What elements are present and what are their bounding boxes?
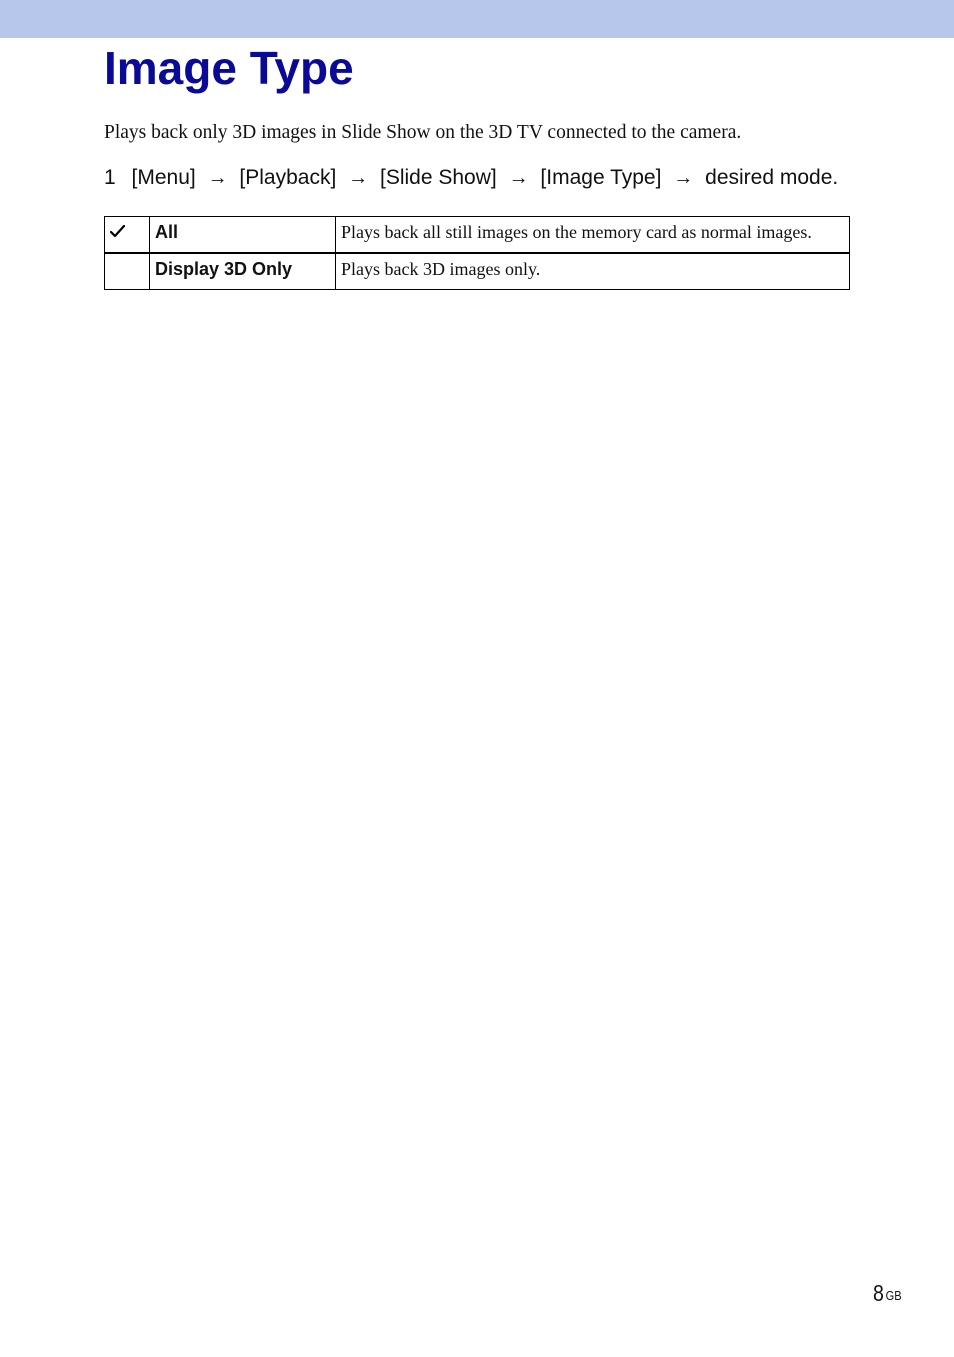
step-part-image-type: [Image Type] xyxy=(540,166,662,189)
mode-table xyxy=(104,216,850,290)
mode-name-cell xyxy=(150,253,336,290)
mode-name: Display 3D Only xyxy=(155,259,293,279)
default-indicator-cell xyxy=(105,217,150,254)
intro-text: Plays back only 3D images in Slide Show on the 3D TV connected to the camera. xyxy=(104,122,742,143)
arrow-right-icon: → xyxy=(207,167,228,189)
mode-description: Plays back all still images on the memory card as normal images. xyxy=(341,222,812,242)
table-row xyxy=(105,253,850,290)
default-indicator-cell xyxy=(105,253,150,290)
step-part-slide-show: [Slide Show] xyxy=(380,166,497,189)
mode-description: Plays back 3D images only. xyxy=(341,259,541,279)
mode-description-cell xyxy=(336,253,850,290)
page-number xyxy=(873,1278,902,1308)
step-part-playback: [Playback] xyxy=(239,166,337,189)
table-row xyxy=(105,217,850,254)
page-title: Image Type xyxy=(104,42,354,94)
arrow-right-icon: → xyxy=(348,167,369,189)
arrow-right-icon: → xyxy=(673,167,694,189)
step-number: 1 xyxy=(104,166,116,189)
mode-description-cell xyxy=(336,217,850,254)
header-band xyxy=(0,0,954,38)
checkmark-icon xyxy=(109,223,127,239)
mode-name: All xyxy=(155,222,179,242)
step-instruction xyxy=(104,163,838,193)
step-part-desired-mode: desired mode. xyxy=(705,166,839,189)
page-number-suffix: GB xyxy=(886,1288,902,1303)
arrow-right-icon: → xyxy=(508,167,529,189)
step-part-menu: [Menu] xyxy=(131,166,196,189)
page-number-value: 8 xyxy=(873,1280,885,1306)
mode-name-cell xyxy=(150,217,336,254)
